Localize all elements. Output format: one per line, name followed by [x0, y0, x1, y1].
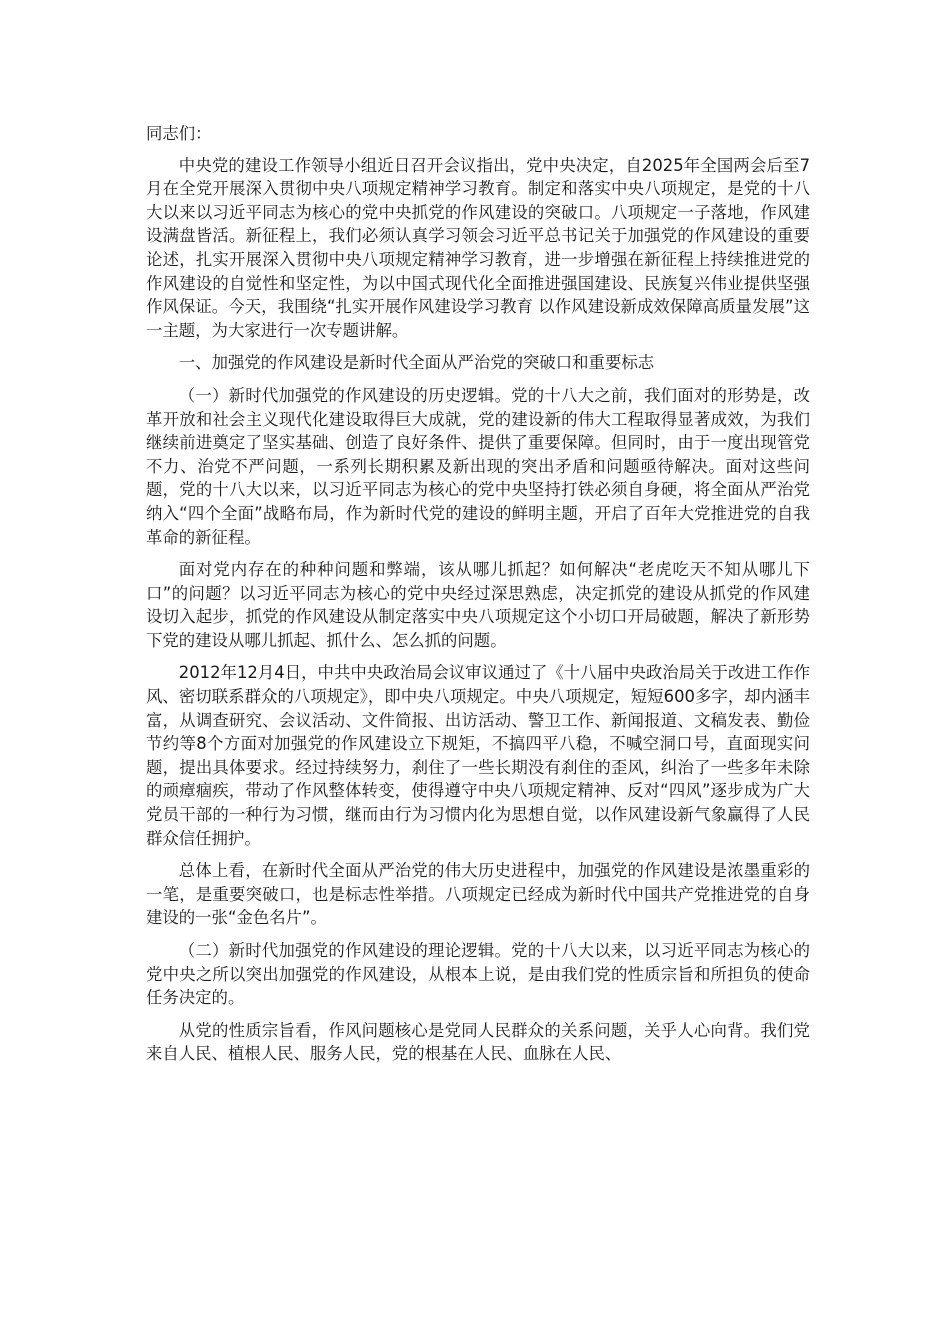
paragraph-eight-regulations: 2012年12月4日，中共中央政治局会议审议通过了《十八届中央政治局关于改进工作作风、密切联系群众的八项规定》，即中央八项规定。中央八项规定，短短600多字，却内涵丰富，从调查研究、会议活动、文件简报、出访活动、警卫工作、新闻报道、文稿发表、勤俭节约等8个方面对加强党的作风建设立下规矩，不搞四平八稳，不喊空洞口号，直面现实问题，提出具体要求。经过持续努力，刹住了一些长期没有刹住的歪风，纠治了一些多年未除的顽瘴痼疾，带动了作风整体转变，使得遵守中央八项规定精神、反对“四风”逐步成为广大党员干部的一种行为习惯，继而由行为习惯内化为思想自觉，以作风建设新气象赢得了人民群众信任拥护。: [146, 663, 810, 848]
paragraph-historical-logic: （一）新时代加强党的作风建设的历史逻辑。党的十八大之前，我们面对的形势是，改革开放和社会主义现代化建设取得巨大成就，党的建设新的伟大工程取得显著成效，为我们继续前进奠定了坚实基础、创造了良好条件、提供了重要保障。但同时，由于一度出现管党不力、治党不严问题，一系列长期积累及新出现的突出矛盾和问题亟待解决。面对这些问题，党的十八大以来，以习近平同志为核心的党中央坚持打铁必须自身硬，将全面从严治党纳入“四个全面”战略布局，作为新时代党的建设的鲜明主题，开启了百年大党推进党的自我革命的新征程。: [146, 385, 810, 547]
section-heading-1: 一、加强党的作风建设是新时代全面从严治党的突破口和重要标志: [178, 353, 655, 373]
salutation: 同志们：: [146, 124, 212, 143]
document-body: [146, 122, 810, 1075]
paragraph-intro: 中央党的建设工作领导小组近日召开会议指出，党中央决定，自2025年全国两会后至7月在全党开展深入贯彻中央八项规定精神学习教育。制定和落实中央八项规定，是党的十八大以来以习近平同志为核心的党中央抓党的作风建设的突破口。八项规定一子落地，作风建设满盘皆活。新征程上，我们必须认真学习领会习近平总书记关于加强党的作风建设的重要论述，扎实开展深入贯彻中央八项规定精神学习教育，进一步增强在新征程上持续推进党的作风建设的自觉性和坚定性，为以中国式现代化全面推进强国建设、民族复兴伟业提供坚强作风保证。今天，我围绕“扎实开展作风建设学习教育 以作风建设新成效保障高质量发展”这一主题，为大家进行一次专题讲解。: [146, 155, 810, 340]
paragraph-where-to-start: 面对党内存在的种种问题和弊端，该从哪儿抓起？如何解决“老虎吃天不知从哪儿下口”的问题？以习近平同志为核心的党中央经过深思熟虑，决定抓党的建设从抓党的作风建设切入起步，抓党的作风建设从制定落实中央八项规定这个小切口开局破题，解决了新形势下党的建设从哪儿抓起、抓什么、怎么抓的问题。: [146, 560, 810, 650]
paragraph-theoretical-logic: （二）新时代加强党的作风建设的理论逻辑。党的十八大以来，以习近平同志为核心的党中央之所以突出加强党的作风建设，从根本上说，是由我们党的性质宗旨和所担负的使命任务决定的。: [146, 941, 810, 1008]
paragraph-summary: 总体上看，在新时代全面从严治党的伟大历史进程中，加强党的作风建设是浓墨重彩的一笔，是重要突破口，也是标志性举措。八项规定已经成为新时代中国共产党推进党的自身建设的一张“金色名片”。: [146, 861, 810, 928]
paragraph-party-nature: 从党的性质宗旨看，作风问题核心是党同人民群众的关系问题，关乎人心向背。我们党来自人民、植根人民、服务人民，党的根基在人民、血脉在人民、: [146, 1020, 810, 1064]
